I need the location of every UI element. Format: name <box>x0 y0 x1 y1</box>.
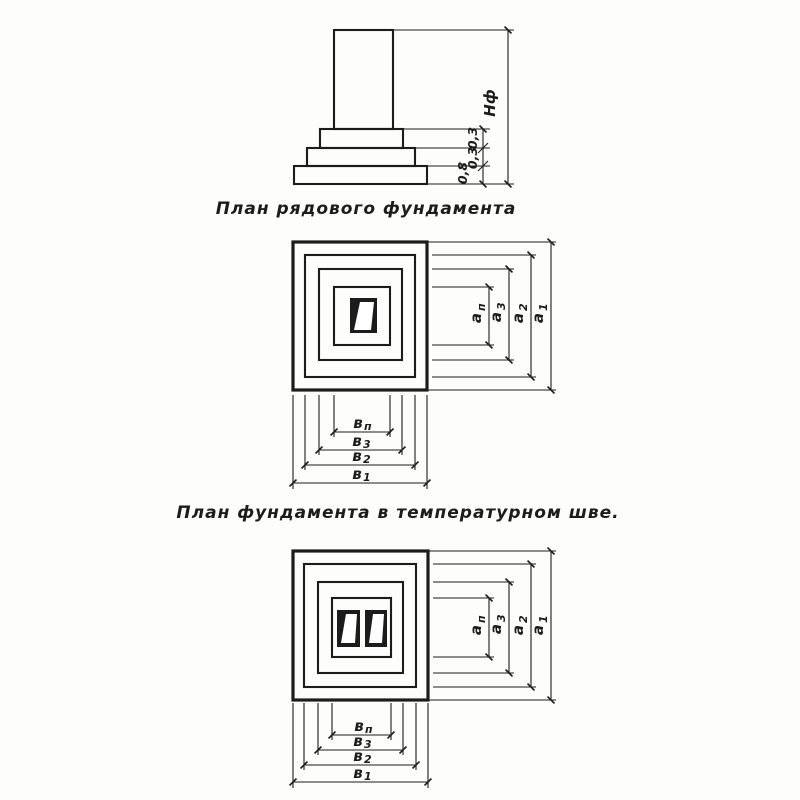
svg-text:а: а <box>467 312 485 324</box>
plan-regular-dim-a-1 <box>529 303 550 323</box>
caption-plan-regular: План рядового фундамента <box>215 199 517 219</box>
plan-joint-dim-b-1 <box>353 764 371 783</box>
svg-text:0,3: 0,3 <box>465 146 480 170</box>
svg-text:0,8: 0,8 <box>455 161 470 185</box>
svg-text:в: в <box>352 447 362 465</box>
elevation-view <box>294 30 514 184</box>
plan-regular-dim-a-3 <box>487 302 508 322</box>
svg-text:3: 3 <box>495 302 508 310</box>
plan-regular-dim-a-2 <box>509 303 530 323</box>
svg-text:п: п <box>364 420 372 433</box>
height-label-text: Нф <box>481 89 499 117</box>
svg-text:п: п <box>475 303 488 311</box>
plan-joint-dim-a-1 <box>529 615 550 635</box>
svg-text:3: 3 <box>363 438 371 451</box>
plan-joint-dim-a-2 <box>509 615 530 635</box>
svg-text:2: 2 <box>363 453 371 466</box>
svg-text:а: а <box>509 312 527 324</box>
elevation-steps <box>294 129 427 184</box>
svg-text:а: а <box>509 624 527 636</box>
svg-text:1: 1 <box>363 471 371 484</box>
plan-regular-dim-a-p <box>467 303 488 323</box>
plan-regular-column-section <box>350 298 377 333</box>
plan-joint-column-section-left <box>337 610 360 647</box>
svg-text:1: 1 <box>537 615 550 623</box>
svg-text:3: 3 <box>495 614 508 622</box>
plan-joint-dim-a-3 <box>487 614 508 634</box>
plan-regular-dim-b-p <box>353 414 372 433</box>
svg-text:а: а <box>487 311 505 323</box>
svg-text:в: в <box>352 432 362 450</box>
svg-text:а: а <box>467 624 485 636</box>
svg-text:п: п <box>475 615 488 623</box>
svg-text:а: а <box>487 623 505 635</box>
svg-text:2: 2 <box>364 753 372 766</box>
svg-text:в: в <box>353 764 363 782</box>
svg-text:3: 3 <box>364 738 372 751</box>
svg-text:0,3: 0,3 <box>465 126 480 150</box>
svg-text:2: 2 <box>517 303 530 311</box>
svg-text:в: в <box>353 414 363 432</box>
elevation-step-label-1 <box>465 127 480 149</box>
plan-joint-column-section-right <box>365 610 387 647</box>
svg-text:1: 1 <box>364 770 372 783</box>
elevation-column <box>334 30 393 129</box>
svg-text:2: 2 <box>517 615 530 623</box>
svg-text:а: а <box>529 312 547 324</box>
svg-text:1: 1 <box>537 303 550 311</box>
svg-text:а: а <box>529 624 547 636</box>
svg-text:п: п <box>365 723 373 736</box>
plan-regular-dim-b-1 <box>352 465 370 484</box>
plan-joint-dim-a-p <box>467 615 488 635</box>
svg-text:в: в <box>353 747 363 765</box>
plan-joint-view <box>293 551 556 788</box>
plan-joint-squares <box>293 551 428 700</box>
caption-plan-temperature-joint: План фундамента в температурном шве. <box>176 503 620 523</box>
svg-text:в: в <box>353 732 363 750</box>
svg-text:в: в <box>354 717 364 735</box>
elevation-step-label-3 <box>455 162 470 184</box>
elevation-height-label <box>481 89 499 117</box>
plan-regular-view <box>293 242 556 489</box>
svg-text:в: в <box>352 465 362 483</box>
